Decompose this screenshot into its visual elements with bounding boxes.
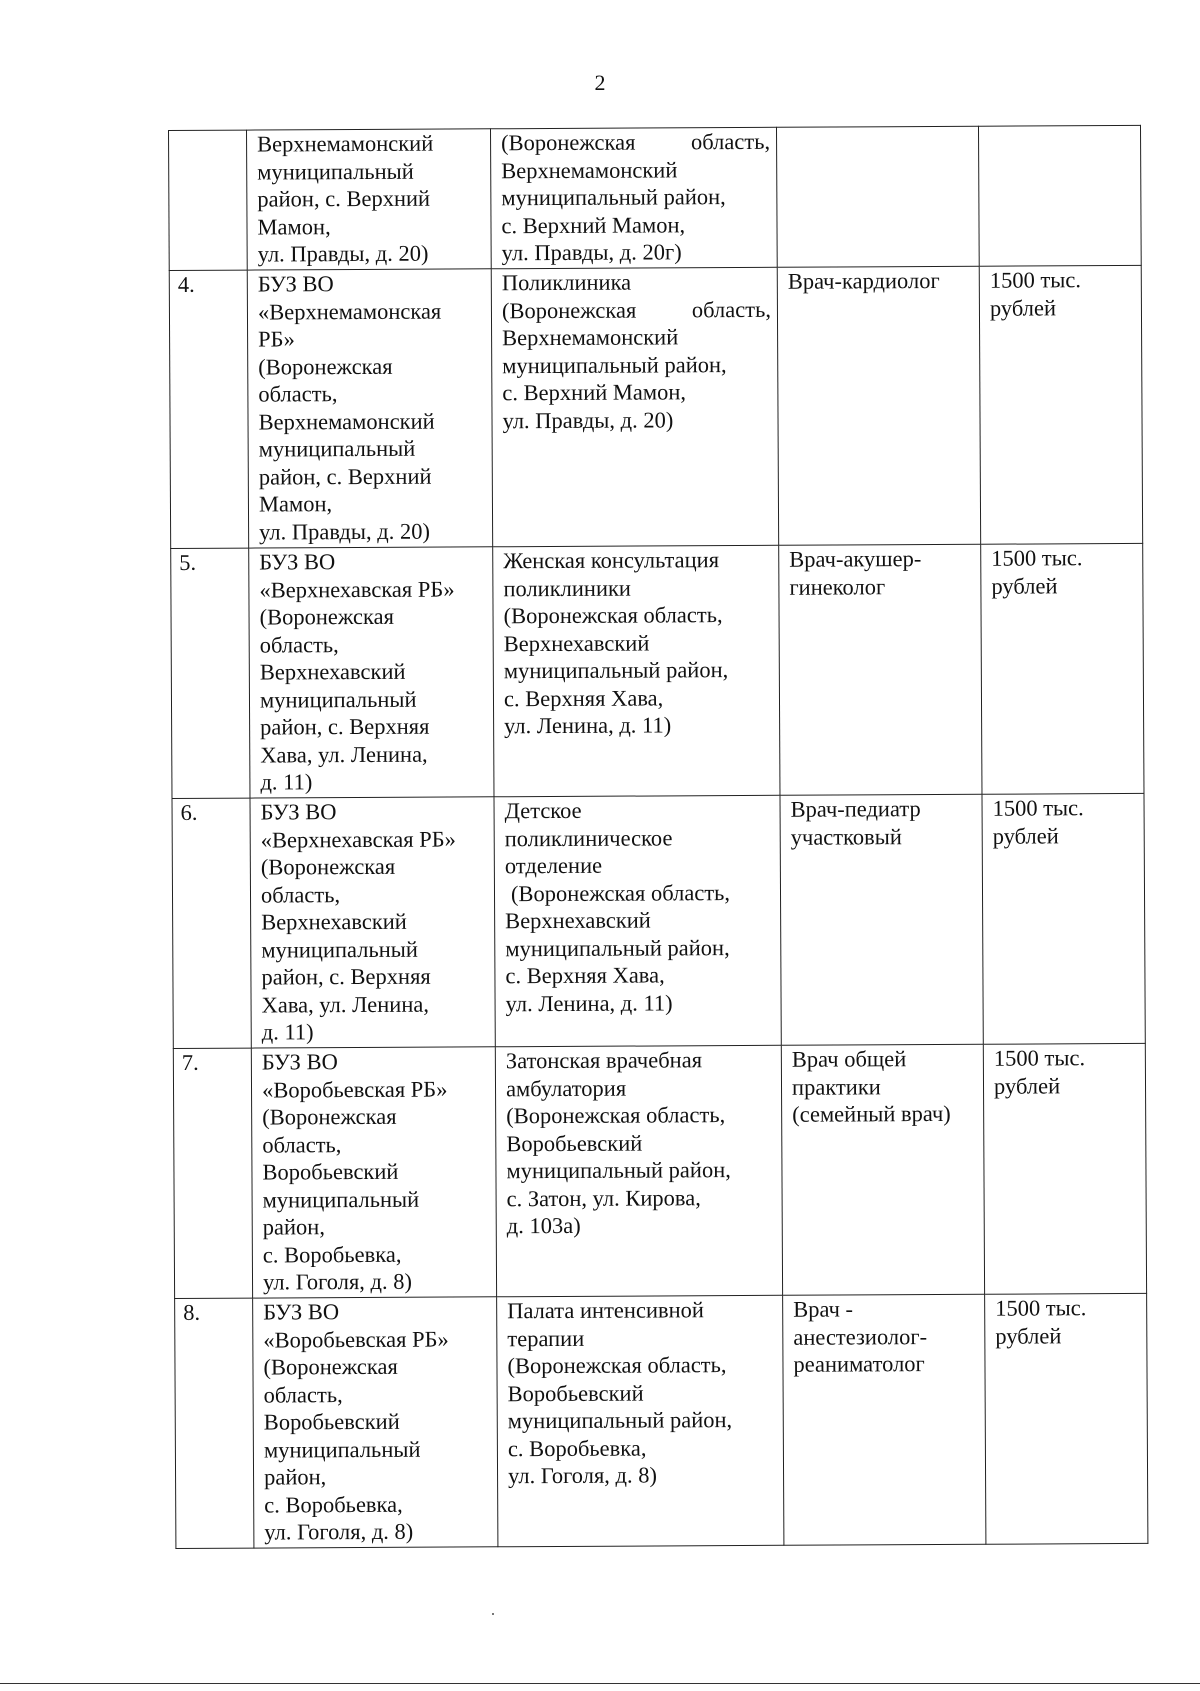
table-row xyxy=(172,793,1145,1048)
organization-line: Хава, ул. Ленина, xyxy=(260,741,428,768)
position-line: анестезиолог- xyxy=(793,1323,928,1350)
amount-cell xyxy=(983,1043,1146,1294)
row-number-cell xyxy=(171,548,250,798)
amount-line: 1500 тыс. xyxy=(992,795,1084,821)
unit-line: муниципальный район, xyxy=(505,934,730,961)
amount-cell xyxy=(979,265,1142,544)
unit-line: с. Затон, ул. Кирова, xyxy=(506,1184,701,1211)
position-line: (семейный врач) xyxy=(792,1100,951,1127)
organization-line: БУЗ ВО xyxy=(257,271,334,297)
position-line: Врач-акушер- xyxy=(789,546,922,572)
unit-line-justified xyxy=(502,295,771,324)
table-row xyxy=(169,125,1142,270)
amount-cell xyxy=(985,1293,1148,1544)
organization-line: муниципальный xyxy=(261,936,418,963)
position-line: Врач-педиатр xyxy=(790,796,921,822)
unit-line: ул. Гоголя, д. 8) xyxy=(507,1462,658,1489)
unit-line: амбулатория xyxy=(505,1075,627,1101)
unit-line: (Воронежская область, xyxy=(503,602,723,629)
organization-line: область, xyxy=(260,881,341,908)
organization-line: ул. Гоголя, д. 8) xyxy=(264,1518,414,1545)
organization-line: «Верхнехавская РБ» xyxy=(259,576,455,603)
organization-line: Верхнехавский xyxy=(259,658,406,685)
unit-line: Затонская врачебная xyxy=(505,1047,703,1074)
organization-line: район, с. Верхняя xyxy=(260,713,430,740)
amount-line: 1500 тыс. xyxy=(989,267,1082,293)
unit-line: Верхнехавский xyxy=(503,629,650,656)
unit-line: ул. Ленина, д. 11) xyxy=(504,712,672,739)
row-number-cell xyxy=(169,130,248,270)
unit-line: Верхнехавский xyxy=(505,907,651,934)
organization-line: «Верхнехавская РБ» xyxy=(260,826,456,853)
position-cell xyxy=(783,1294,986,1545)
amount-line: рублей xyxy=(989,294,1057,321)
row-number-cell xyxy=(175,1298,254,1548)
unit-line: (Воронежская область, xyxy=(507,1352,727,1379)
unit-line: с. Верхний Мамон, xyxy=(501,211,686,238)
organization-line: Верхнемамонский xyxy=(258,408,435,435)
organization-cell xyxy=(253,1297,498,1548)
position-line: Врач-кардиолог xyxy=(787,267,940,294)
organization-line: Мамон, xyxy=(257,213,331,240)
position-cell xyxy=(780,794,983,1045)
table-row xyxy=(171,543,1144,798)
scan-edge-line xyxy=(0,1683,1200,1684)
amount-cell xyxy=(982,793,1145,1044)
unit-line: с. Верхний Мамон, xyxy=(502,379,687,406)
organization-line: БУЗ ВО xyxy=(263,1299,340,1325)
organization-line: д. 11) xyxy=(261,1019,314,1045)
position-line: Врач общей xyxy=(791,1046,907,1072)
position-line: участковый xyxy=(790,823,902,850)
unit-cell xyxy=(490,127,777,268)
table-row xyxy=(169,265,1142,548)
table-row xyxy=(173,1043,1146,1298)
unit-line: поликлиническое xyxy=(504,824,673,851)
amount-cell xyxy=(978,125,1141,266)
row-number-cell xyxy=(169,270,248,548)
table-body xyxy=(169,125,1148,1548)
unit-word: область, xyxy=(690,128,771,155)
unit-cell xyxy=(497,1295,784,1546)
amount-line: рублей xyxy=(991,572,1058,599)
organization-line: д. 11) xyxy=(260,769,313,795)
organization-line: район, xyxy=(263,1464,327,1490)
organization-line: (Воронежская xyxy=(263,1353,398,1380)
organization-line: район, xyxy=(262,1214,326,1240)
organization-line: БУЗ ВО xyxy=(261,1049,338,1075)
unit-line: Воробьевский xyxy=(507,1380,644,1406)
unit-cell xyxy=(493,545,780,796)
organization-line: район, с. Верхний xyxy=(258,463,432,490)
amount-line: рублей xyxy=(995,1322,1062,1349)
unit-line-justified xyxy=(501,128,770,157)
amount-line: 1500 тыс. xyxy=(995,1295,1087,1321)
amount-line: 1500 тыс. xyxy=(991,545,1083,571)
unit-line: Верхнемамонский xyxy=(502,324,679,351)
organization-line: район, с. Верхний xyxy=(257,185,431,212)
position-line: гинеколог xyxy=(789,573,886,600)
unit-line: с. Верхняя Хава, xyxy=(503,684,664,711)
unit-line: муниципальный район, xyxy=(501,184,726,211)
unit-line: поликлиники xyxy=(503,575,631,601)
organization-line: район, с. Верхняя xyxy=(261,963,431,990)
row-number: 7. xyxy=(181,1049,199,1075)
unit-line: терапии xyxy=(507,1325,585,1351)
organization-line: Верхнехавский xyxy=(261,908,407,935)
unit-word: область, xyxy=(691,296,772,322)
position-line: практики xyxy=(791,1073,881,1100)
organization-cell xyxy=(249,547,494,798)
organization-cell xyxy=(247,269,492,548)
organization-cell xyxy=(251,1047,496,1298)
unit-line: д. 103а) xyxy=(506,1212,581,1239)
unit-line: с. Верхняя Хава, xyxy=(505,962,665,989)
unit-line: ул. Правды, д. 20г) xyxy=(501,239,682,266)
organization-line: Воробьевский xyxy=(263,1408,400,1435)
organization-line: область, xyxy=(263,1381,343,1408)
organization-line: (Воронежская xyxy=(260,853,396,880)
organization-line: муниципальный xyxy=(257,158,414,185)
organization-line: РБ» xyxy=(258,326,295,352)
organization-line: «Воробьевская РБ» xyxy=(261,1076,448,1103)
amount-cell xyxy=(981,543,1144,794)
unit-cell xyxy=(495,1045,782,1296)
unit-line: Поликлиника xyxy=(501,269,632,296)
organization-line: «Воробьевская РБ» xyxy=(263,1326,449,1353)
organization-line: (Воронежская xyxy=(262,1103,397,1130)
unit-line: ул. Правды, д. 20) xyxy=(502,406,674,433)
organization-line: ул. Гоголя, д. 8) xyxy=(262,1268,413,1295)
unit-word: (Воронежская xyxy=(501,129,636,156)
organization-line: ул. Правды, д. 20) xyxy=(257,240,429,267)
page-number: 2 xyxy=(594,70,606,95)
unit-line: Воробьевский xyxy=(506,1130,643,1156)
row-number: 4. xyxy=(177,271,195,297)
organization-line: ул. Правды, д. 20) xyxy=(259,518,430,545)
organization-line: муниципальный xyxy=(259,686,417,713)
amount-line: рублей xyxy=(992,822,1059,849)
unit-line: муниципальный район, xyxy=(502,351,727,378)
unit-cell xyxy=(494,795,781,1046)
organization-line: «Верхнемамонская xyxy=(257,298,442,325)
unit-line: с. Воробьевка, xyxy=(507,1435,647,1461)
organization-line: Мамон, xyxy=(258,491,333,517)
position-cell xyxy=(776,126,979,267)
organization-line: с. Воробьевка, xyxy=(262,1241,402,1268)
row-number: 5. xyxy=(179,549,197,575)
scan-speck xyxy=(492,1613,494,1615)
unit-line: муниципальный район, xyxy=(506,1157,731,1184)
unit-line: (Воронежская область, xyxy=(510,879,731,906)
organization-line: БУЗ ВО xyxy=(259,549,336,575)
position-cell xyxy=(777,266,980,545)
position-line: Врач - xyxy=(793,1296,854,1322)
position-cell xyxy=(779,544,982,795)
organization-line: с. Воробьевка, xyxy=(264,1491,403,1518)
row-number-cell xyxy=(172,798,251,1048)
unit-cell xyxy=(491,267,778,546)
amount-line: 1500 тыс. xyxy=(993,1045,1086,1071)
organization-line: Хава, ул. Ленина, xyxy=(261,991,430,1018)
unit-line: муниципальный район, xyxy=(503,657,729,684)
unit-line: ул. Ленина, д. 11) xyxy=(505,989,673,1016)
organization-line: БУЗ ВО xyxy=(260,799,337,825)
position-line: реаниматолог xyxy=(793,1351,925,1377)
organization-line: муниципальный xyxy=(263,1436,421,1463)
organization-line: (Воронежская xyxy=(259,603,394,630)
row-number-cell xyxy=(173,1048,252,1298)
position-cell xyxy=(781,1044,984,1295)
row-number: 8. xyxy=(183,1299,201,1325)
organization-line: Воробьевский xyxy=(262,1158,399,1185)
unit-line: (Воронежская область, xyxy=(506,1102,726,1129)
vacancy-table xyxy=(168,125,1148,1549)
organization-line: область, xyxy=(259,631,339,658)
table-row xyxy=(175,1293,1148,1548)
organization-cell xyxy=(250,797,495,1048)
row-number: 6. xyxy=(180,799,198,825)
organization-cell xyxy=(247,129,492,270)
amount-line: рублей xyxy=(993,1072,1061,1099)
unit-line: отделение xyxy=(504,852,603,879)
unit-line: муниципальный район, xyxy=(507,1407,733,1434)
organization-line: (Воронежская xyxy=(258,353,393,380)
organization-line: Верхнемамонский xyxy=(257,130,434,157)
unit-line: Детское xyxy=(504,797,582,824)
unit-word: (Воронежская xyxy=(501,297,637,323)
organization-line: область, xyxy=(262,1131,342,1158)
organization-line: муниципальный xyxy=(262,1186,420,1213)
organization-line: муниципальный xyxy=(258,435,416,462)
unit-line: Женская консультация xyxy=(503,547,720,574)
organization-line: область, xyxy=(258,381,338,407)
unit-line: Палата интенсивной xyxy=(507,1297,704,1324)
unit-line: Верхнемамонский xyxy=(501,156,678,183)
